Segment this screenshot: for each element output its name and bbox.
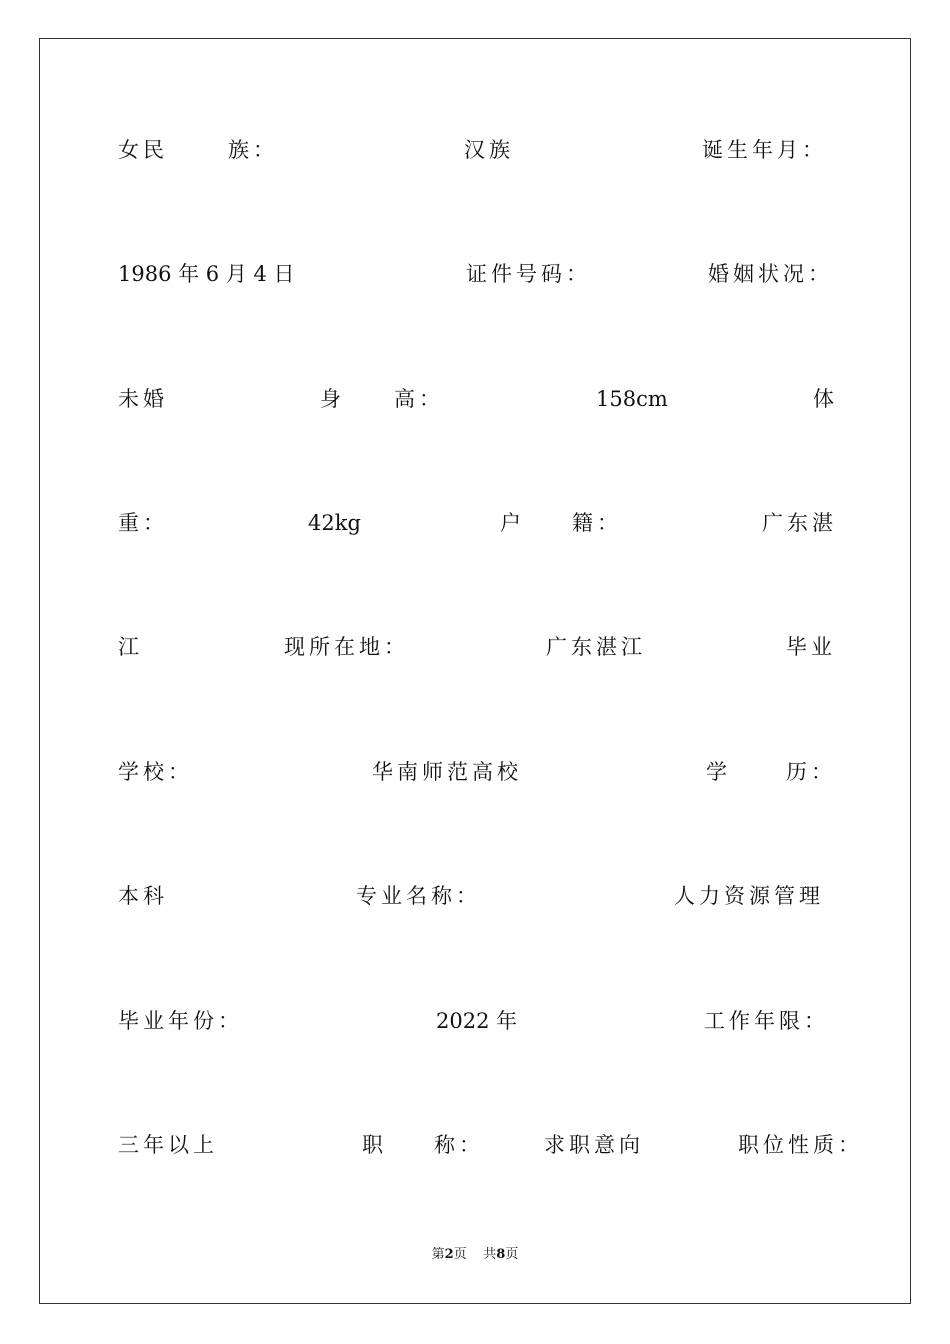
text-segment: 女民 bbox=[118, 138, 168, 162]
text-segment: 称： bbox=[434, 1133, 484, 1157]
text-segment: 籍： bbox=[572, 511, 622, 535]
text-segment: 广东湛 bbox=[762, 511, 837, 535]
footer-total-prefix: 共 bbox=[483, 1247, 497, 1262]
doc-line-experience bbox=[118, 1130, 863, 1160]
text-segment: 专业名称： bbox=[356, 884, 481, 908]
text-segment: 158cm bbox=[596, 387, 668, 411]
text-segment: 族： bbox=[228, 138, 278, 162]
text-segment: 广东湛江 bbox=[546, 635, 646, 659]
text-segment: 汉族 bbox=[464, 138, 514, 162]
page-frame bbox=[39, 38, 911, 1304]
text-segment: 婚姻状况： bbox=[708, 262, 833, 286]
text-segment: 职位性质： bbox=[738, 1133, 863, 1157]
text-segment: 高： bbox=[394, 387, 444, 411]
text-segment: 求职意向 bbox=[544, 1133, 644, 1157]
footer-total-suffix: 页 bbox=[505, 1247, 519, 1262]
text-segment: 毕业年份： bbox=[118, 1009, 243, 1033]
text-segment: 工作年限： bbox=[704, 1009, 829, 1033]
text-segment: 人力资源管理 bbox=[674, 884, 824, 908]
text-segment: 重： bbox=[118, 511, 168, 535]
text-segment: 户 bbox=[500, 511, 525, 535]
text-segment: 职 bbox=[362, 1133, 387, 1157]
text-segment: 体 bbox=[813, 387, 838, 411]
text-segment: 未婚 bbox=[118, 387, 168, 411]
footer-prefix: 第 bbox=[431, 1247, 445, 1262]
doc-line-school bbox=[118, 757, 838, 787]
doc-line-major bbox=[118, 881, 838, 911]
text-segment: 诞生年月： bbox=[702, 138, 827, 162]
text-segment: 毕业 bbox=[786, 635, 836, 659]
text-segment: 学校： bbox=[118, 760, 193, 784]
doc-line-birthdate bbox=[118, 259, 838, 289]
text-segment: 身 bbox=[320, 387, 345, 411]
text-segment: 华南师范高校 bbox=[372, 760, 522, 784]
page-number-footer bbox=[0, 1246, 950, 1264]
doc-line-ethnicity bbox=[118, 135, 838, 165]
text-segment: 历： bbox=[786, 760, 836, 784]
text-segment: 2022 年 bbox=[436, 1009, 518, 1033]
doc-line-residence bbox=[118, 632, 838, 662]
text-segment: 本科 bbox=[118, 884, 168, 908]
text-segment: 三年以上 bbox=[118, 1133, 218, 1157]
footer-page-word: 页 bbox=[453, 1247, 467, 1262]
text-segment: 1986 年 6 月 4 日 bbox=[118, 262, 295, 286]
text-segment: 42kg bbox=[308, 511, 361, 535]
doc-line-graduation bbox=[118, 1006, 838, 1036]
doc-line-weight bbox=[118, 508, 838, 538]
text-segment: 现所在地： bbox=[284, 635, 409, 659]
text-segment: 江 bbox=[118, 635, 143, 659]
doc-line-height bbox=[118, 384, 838, 414]
current-page-number: 2 bbox=[444, 1247, 454, 1262]
text-segment: 证件号码： bbox=[466, 262, 591, 286]
text-segment: 学 bbox=[706, 760, 731, 784]
total-page-number: 8 bbox=[496, 1247, 506, 1262]
